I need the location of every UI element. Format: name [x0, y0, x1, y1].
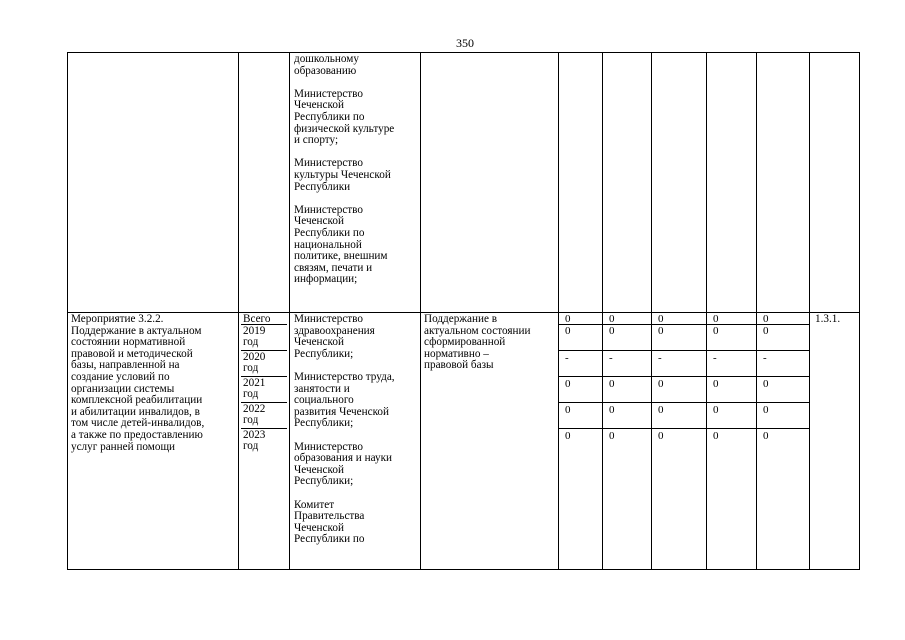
year-2021: 2021 год: [243, 377, 266, 401]
value-cell: 0: [565, 430, 571, 442]
value-cell: 0: [609, 404, 615, 416]
value-cell: 0: [763, 430, 769, 442]
value-cell: -: [609, 352, 613, 364]
value-cell: 0: [713, 313, 719, 325]
col-border-4: [558, 52, 559, 570]
col-border-right: [859, 52, 860, 570]
executors-continued: дошкольному образованию Министерство Чеченской Республики по физической культуре и спорту; Министерство культуры Чеченской Республики Министерство Чеченской Республики по национальной политике, внешним связям, печати и информации;: [294, 53, 395, 286]
values-line: [558, 350, 809, 351]
value-cell: 0: [713, 430, 719, 442]
measure-title: Мероприятие 3.2.2. Поддержание в актуальном состоянии нормативной правовой и методической базы, направленной на создание условий по организации системы комплексной реабилитации и абилитации инвалидов, в том числе детей-инвалидов, а также по предоставлению услуг ранней помощи: [71, 313, 205, 453]
value-cell: -: [763, 352, 767, 364]
values-line: [558, 402, 809, 403]
value-cell: 0: [658, 404, 664, 416]
value-cell: 0: [763, 325, 769, 337]
year-2020: 2020 год: [243, 351, 266, 375]
values-line: [558, 376, 809, 377]
table-bottom-border: [67, 569, 859, 570]
year-2023: 2023 год: [243, 429, 266, 453]
col-border-2: [289, 52, 290, 570]
value-cell: -: [713, 352, 717, 364]
value-cell: 0: [763, 378, 769, 390]
value-cell: 0: [763, 313, 769, 325]
values-line: [558, 428, 809, 429]
col-border-8: [756, 52, 757, 570]
value-cell: 0: [763, 404, 769, 416]
value-cell: 0: [713, 378, 719, 390]
value-cell: 0: [609, 430, 615, 442]
year-2022: 2022 год: [243, 403, 266, 427]
value-cell: 0: [609, 378, 615, 390]
col-border-left: [67, 52, 68, 570]
year-2019: 2019 год: [243, 325, 266, 349]
values-line: [558, 324, 809, 325]
page-number: 350: [456, 36, 474, 50]
col-border-9: [809, 52, 810, 570]
value-cell: 0: [565, 325, 571, 337]
value-cell: -: [565, 352, 569, 364]
value-cell: 0: [565, 404, 571, 416]
indicator-number: 1.3.1.: [815, 313, 841, 325]
value-cell: 0: [658, 313, 664, 325]
table-top-border: [67, 52, 859, 53]
value-cell: 0: [565, 378, 571, 390]
col-border-5: [602, 52, 603, 570]
expected-result: Поддержание в актуальном состоянии сформированной нормативно – правовой базы: [424, 313, 531, 372]
col-border-7: [706, 52, 707, 570]
col-border-1: [238, 52, 239, 570]
value-cell: 0: [658, 378, 664, 390]
value-cell: -: [658, 352, 662, 364]
value-cell: 0: [713, 325, 719, 337]
executors: Министерство здравоохранения Чеченской Республики; Министерство труда, занятости и социального развития Чеченской Республики; Министерство образования и науки Чеченской Республики; Комитет Правительства Чеченской Республики по: [294, 313, 395, 546]
value-cell: 0: [713, 404, 719, 416]
value-cell: 0: [609, 313, 615, 325]
value-cell: 0: [609, 325, 615, 337]
year-total: Всего: [243, 313, 271, 325]
value-cell: 0: [565, 313, 571, 325]
col-border-6: [651, 52, 652, 570]
value-cell: 0: [658, 430, 664, 442]
value-cell: 0: [658, 325, 664, 337]
col-border-3: [420, 52, 421, 570]
